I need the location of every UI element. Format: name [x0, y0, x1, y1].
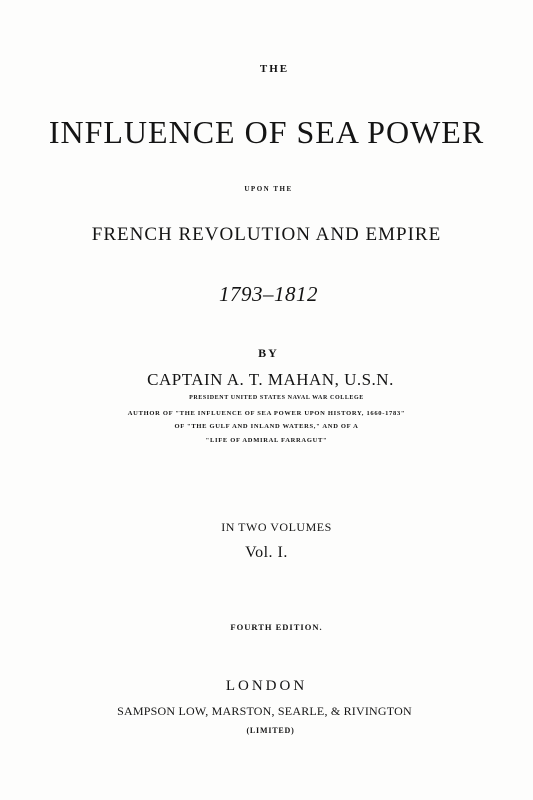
author-works-line: OF "THE GULF AND INLAND WATERS," AND OF A: [174, 423, 359, 430]
edition-statement: FOURTH EDITION.: [230, 622, 323, 632]
author-position: PRESIDENT UNITED STATES NAVAL WAR COLLEGE: [189, 395, 364, 401]
book-title: INFLUENCE OF SEA POWER: [48, 114, 485, 150]
volume-number: Vol. I.: [245, 544, 288, 561]
publication-place: LONDON: [225, 678, 308, 694]
title-article: THE: [259, 63, 290, 75]
publisher-name: SAMPSON LOW, MARSTON, SEARLE, & RIVINGTON: [117, 704, 412, 718]
publisher-note: (LIMITED): [246, 726, 295, 735]
date-range: 1793–1812: [219, 282, 318, 306]
volume-count: IN TWO VOLUMES: [221, 520, 332, 534]
author-works-line: "LIFE OF ADMIRAL FARRAGUT": [205, 437, 328, 444]
book-subtitle: FRENCH REVOLUTION AND EMPIRE: [91, 224, 442, 245]
author-name: CAPTAIN A. T. MAHAN, U.S.N.: [147, 370, 394, 389]
by-line: BY: [258, 346, 279, 360]
title-connector: UPON THE: [244, 185, 293, 193]
author-works-line: AUTHOR OF "THE INFLUENCE OF SEA POWER UPON HISTORY, 1660-1783": [127, 410, 406, 417]
